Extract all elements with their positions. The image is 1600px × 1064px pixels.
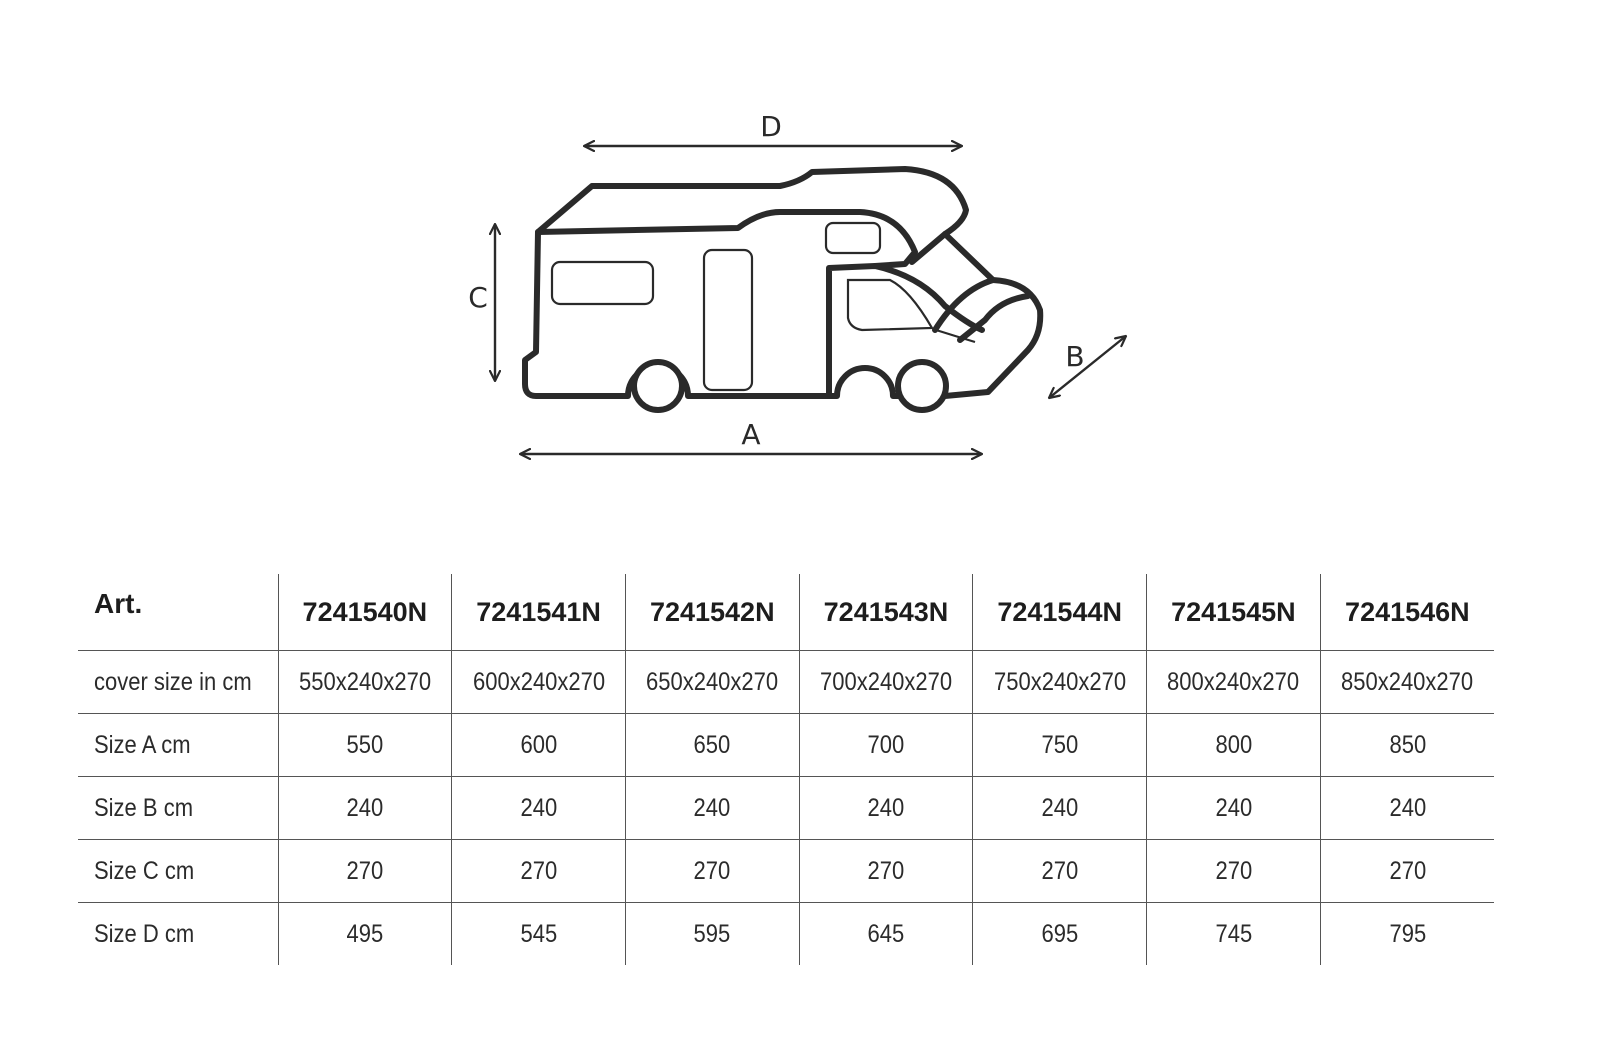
table-cell: 800x240x270	[1147, 651, 1321, 714]
row-label: Size D cm	[94, 919, 195, 948]
table-cell: 270	[1320, 840, 1494, 903]
table-cell: 595	[625, 903, 799, 966]
table-row-size-d	[78, 903, 1494, 966]
table-cell: 270	[799, 840, 973, 903]
table-row-cover-size	[78, 651, 1494, 714]
row-label: Size B cm	[78, 777, 278, 840]
table-cell: 700x240x270	[799, 651, 973, 714]
row-label: cover size in cm	[78, 651, 278, 714]
table-cell: 270	[452, 840, 626, 903]
table-cell: 270	[278, 840, 452, 903]
table-cell: 600	[452, 714, 626, 777]
table-row-size-b	[78, 777, 1494, 840]
table-header-row	[78, 574, 1494, 651]
article-number: 7241544N	[973, 574, 1147, 651]
table-cell: 800	[1147, 714, 1321, 777]
row-label: Size C cm	[78, 840, 278, 903]
dimension-d-label: D	[760, 110, 782, 143]
article-number: 7241545N	[1147, 574, 1321, 651]
table-row-size-c	[78, 840, 1494, 903]
table-cell: 645	[799, 903, 973, 966]
motorhome-body-outline	[525, 169, 1040, 396]
article-number: 7241542N	[625, 574, 799, 651]
table-cell: 750	[973, 714, 1147, 777]
table-cell: 240	[625, 777, 799, 840]
table-cell: 795	[1320, 903, 1494, 966]
table-cell: 495	[278, 903, 452, 966]
table-cell: 240	[452, 777, 626, 840]
row-label: Size A cm	[78, 714, 278, 777]
table-cell: 270	[1147, 840, 1321, 903]
entry-door	[704, 250, 752, 390]
table-cell: 600x240x270	[452, 651, 626, 714]
table-cell: 850x240x270	[1320, 651, 1494, 714]
size-spec-table	[78, 574, 1494, 965]
alcove-window	[826, 223, 880, 253]
table-cell: 545	[452, 903, 626, 966]
table-cell: 745	[1147, 903, 1321, 966]
table-cell: 650x240x270	[625, 651, 799, 714]
table-cell: 240	[1320, 777, 1494, 840]
front-wheel	[898, 362, 946, 410]
table-cell: 270	[973, 840, 1147, 903]
dimension-b-arrow	[1049, 336, 1126, 398]
table-row-size-a	[78, 714, 1494, 777]
table-cell: 240	[973, 777, 1147, 840]
table-cell: 550x240x270	[278, 651, 452, 714]
table-cell: 750x240x270	[973, 651, 1147, 714]
table-cell: 550	[278, 714, 452, 777]
dimension-c-label: C	[468, 281, 488, 314]
table-cell: 270	[625, 840, 799, 903]
dimension-a-label: A	[741, 418, 761, 451]
cab-window	[848, 280, 932, 330]
table-cell: 650	[625, 714, 799, 777]
table-cell: 700	[799, 714, 973, 777]
article-number: 7241541N	[452, 574, 626, 651]
table-cell: 850	[1320, 714, 1494, 777]
motorhome-icon	[525, 169, 1040, 410]
motorhome-roof-line	[538, 212, 915, 266]
table-cell: 240	[1147, 777, 1321, 840]
art-header-label: Art.	[78, 574, 278, 651]
table-cell: 695	[973, 903, 1147, 966]
article-number: 7241546N	[1320, 574, 1494, 651]
rear-wheel	[634, 362, 682, 410]
table-cell: 240	[278, 777, 452, 840]
article-number: 7241543N	[799, 574, 973, 651]
side-window	[552, 262, 653, 304]
article-number: 7241540N	[278, 574, 452, 651]
dimension-b-label: B	[1065, 340, 1085, 373]
table-cell: 240	[799, 777, 973, 840]
